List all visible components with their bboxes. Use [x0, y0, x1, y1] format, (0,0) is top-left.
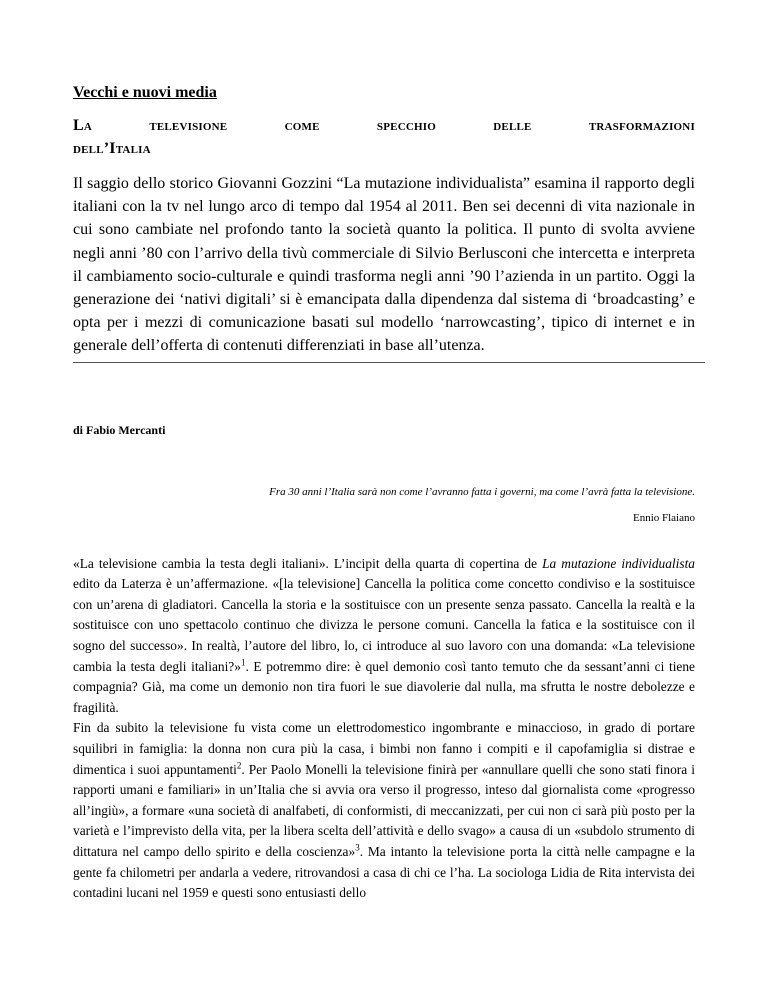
body-paragraph	[73, 554, 695, 719]
body-text-span: . E potremmo dire: è quel demonio così tanto temuto che da sessant’anni ci tiene compagnia? Già, ma come un demonio non tira fuori le sue diavolerie dal nulla, ma sfrutta le nostre debolezze e fragilità.	[73, 658, 695, 715]
article-title	[73, 114, 695, 160]
epigraph-quote: Fra 30 anni l’Italia sarà non come l’avranno fatta i governi, ma come l’avrà fatta la televisione.	[269, 485, 695, 498]
title-word: come	[284, 117, 320, 134]
footnote-ref: 3	[355, 842, 360, 853]
body-text-span: «La televisione cambia la testa degli italiani». L’incipit della quarta di copertina de	[73, 555, 543, 571]
separator-rule	[73, 362, 705, 363]
footnote-ref: 2	[236, 760, 242, 771]
body-text-span: edito da Laterza è un’affermazione. «[la televisione] Cancella la politica come concetto condiviso e la sostituisce con un’arena di gladiatori. Cancella la storia e la sostituisce con un presente senza passato. Cancella la realtà e la sostituisce con uno spettacolo continuo che divizza le persone comuni. Cancella la fatica e la sostituisce con il sogno del successo». In realtà, l’autore del libro, lo, ci introduce al suo lavoro con una domanda: «La televisione cambia la testa degli italiani?»	[73, 576, 695, 674]
title-word: delle	[493, 117, 532, 134]
title-word: La	[73, 117, 93, 134]
body-paragraph	[73, 718, 695, 903]
book-title: La mutazione individualista	[542, 555, 695, 571]
document-page	[73, 82, 695, 904]
title-word: televisione	[149, 117, 228, 134]
footnote-ref: 1	[240, 657, 246, 668]
body-text-span: . Per Paolo Monelli la televisione finirà per «annullare quelli che sono stati finora i rapporti umani e familiari» in un’Italia che si avvia ora verso il progresso, inteso dal giornalista come «progresso all’ingiù», a formare «una società di analfabeti, di conformisti, di meccanizzati, per cui non ci sarà più posto per la varietà e l’imprevisto della vita, per la libera scelta dell’attività e dello svago» a causa di un «subdolo strumento di dittatura nel campo dello spirito e della coscienza»	[73, 761, 695, 859]
article-body	[73, 554, 695, 904]
body-text-span: Fin da subito la televisione fu vista come un elettrodomestico ingombrante e minaccioso, in grado di portare squilibri in famiglia: la donna non cura più la casa, i bimbi non fanno i compiti e il capofamiglia si distrae e dimentica i suoi appuntamenti	[73, 720, 695, 777]
author-byline: di Fabio Mercanti	[73, 422, 166, 437]
section-label: Vecchi e nuovi media	[73, 84, 217, 101]
title-line-1	[73, 114, 695, 137]
abstract: Il saggio dello storico Giovanni Gozzini “La mutazione individualista” esamina il rapporto degli italiani con la tv nel lungo arco di tempo dal 1954 al 2011. Ben sei decenni di vita nazionale in cui sono cambiate nel profondo tanto la società quanto la politica. Il punto di svolta avviene negli anni ’80 con l’arrivo della tivù commerciale di Silvio Berlusconi che intercetta e interpreta il cambiamento socio-culturale e quindi trasforma negli anni ’90 l’azienda in un partito. Oggi la generazione dei ‘nativi digitali’ si è emancipata dalla dipendenza dal sistema di ‘broadcasting’ e opta per i mezzi di comunicazione basati sul modello ‘narrowcasting’, tipico di internet e in generale dell’offerta di contenuti differenziati in base all’utenza.	[73, 175, 695, 355]
title-word: trasformazioni	[588, 117, 695, 134]
title-line-2: dell’Italia	[73, 140, 151, 157]
epigraph-attribution: Ennio Flaiano	[632, 511, 695, 524]
title-word: specchio	[376, 117, 436, 134]
body-text-span: . Ma intanto la televisione porta la città nelle campagne e la gente fa chilometri per andarla a vedere, ritrovandosi a casa di chi ce l’ha. La sociologa Lidia de Rita intervista dei contadini lucani nel 1959 e questi sono entusiasti dello	[73, 843, 696, 901]
